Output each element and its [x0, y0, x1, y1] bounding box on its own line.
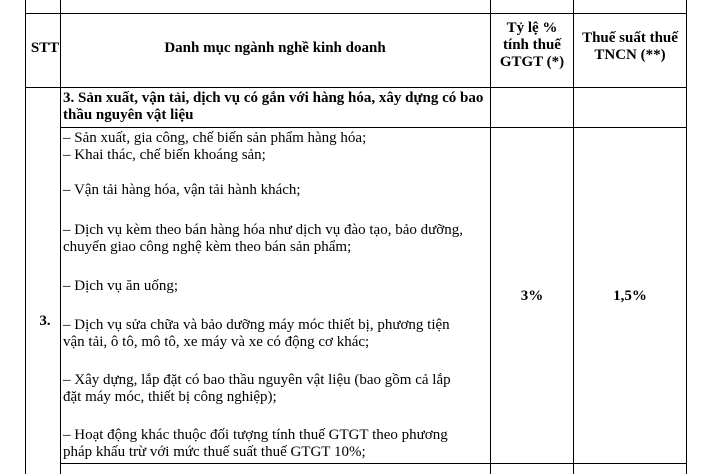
table-bottom-border — [60, 463, 686, 464]
table-right-border — [686, 0, 687, 474]
list-item: – Khai thác, chế biến khoáng sản; — [63, 147, 266, 163]
list-item: – Dịch vụ sửa chữa và bảo dưỡng máy móc thiết bị, phương tiện vận tải, ô tô, mô tô, xe máy và xe có động cơ khác; — [63, 317, 450, 350]
list-item: – Dịch vụ kèm theo bán hàng hóa như dịch vụ đào tạo, bảo dưỡng, chuyển giao công nghệ kèm theo bán sản phẩm; — [63, 222, 463, 255]
row-stt: 3. — [39, 313, 51, 329]
table-border-top-row — [25, 13, 686, 14]
table-stt-divider — [60, 0, 61, 474]
group-title: 3. Sản xuất, vận tải, dịch vụ có gắn với hàng hóa, xây dựng có bao thầu nguyên vật liệu — [63, 90, 484, 123]
table-header-bottom-border — [25, 87, 686, 88]
table-left-border — [25, 0, 26, 474]
row-pit-rate: 1,5% — [613, 288, 647, 304]
header-pit-rate: Thuế suất thuế TNCN (**) — [582, 30, 678, 63]
list-item: – Dịch vụ ăn uống; — [63, 278, 178, 294]
table-vat-divider — [573, 0, 574, 474]
header-stt: STT — [30, 40, 60, 56]
row-vat-rate: 3% — [520, 288, 544, 304]
list-item: – Hoạt động khác thuộc đối tượng tính thuế GTGT theo phương pháp khấu trừ với mức thuế suất thuế GTGT 10%; — [63, 427, 448, 460]
list-item: – Vận tải hàng hóa, vận tải hành khách; — [63, 182, 301, 198]
header-business-category: Danh mục ngành nghề kinh doanh — [164, 40, 386, 56]
table-group-divider — [60, 127, 686, 128]
list-item: – Sản xuất, gia công, chế biến sản phẩm hàng hóa; — [63, 130, 367, 146]
list-item: – Xây dựng, lắp đặt có bao thầu nguyên vật liệu (bao gồm cả lắp đặt máy móc, thiết bị công nghiệp); — [63, 372, 451, 405]
header-vat-rate: Tỷ lệ % tính thuế GTGT (*) — [499, 20, 565, 70]
